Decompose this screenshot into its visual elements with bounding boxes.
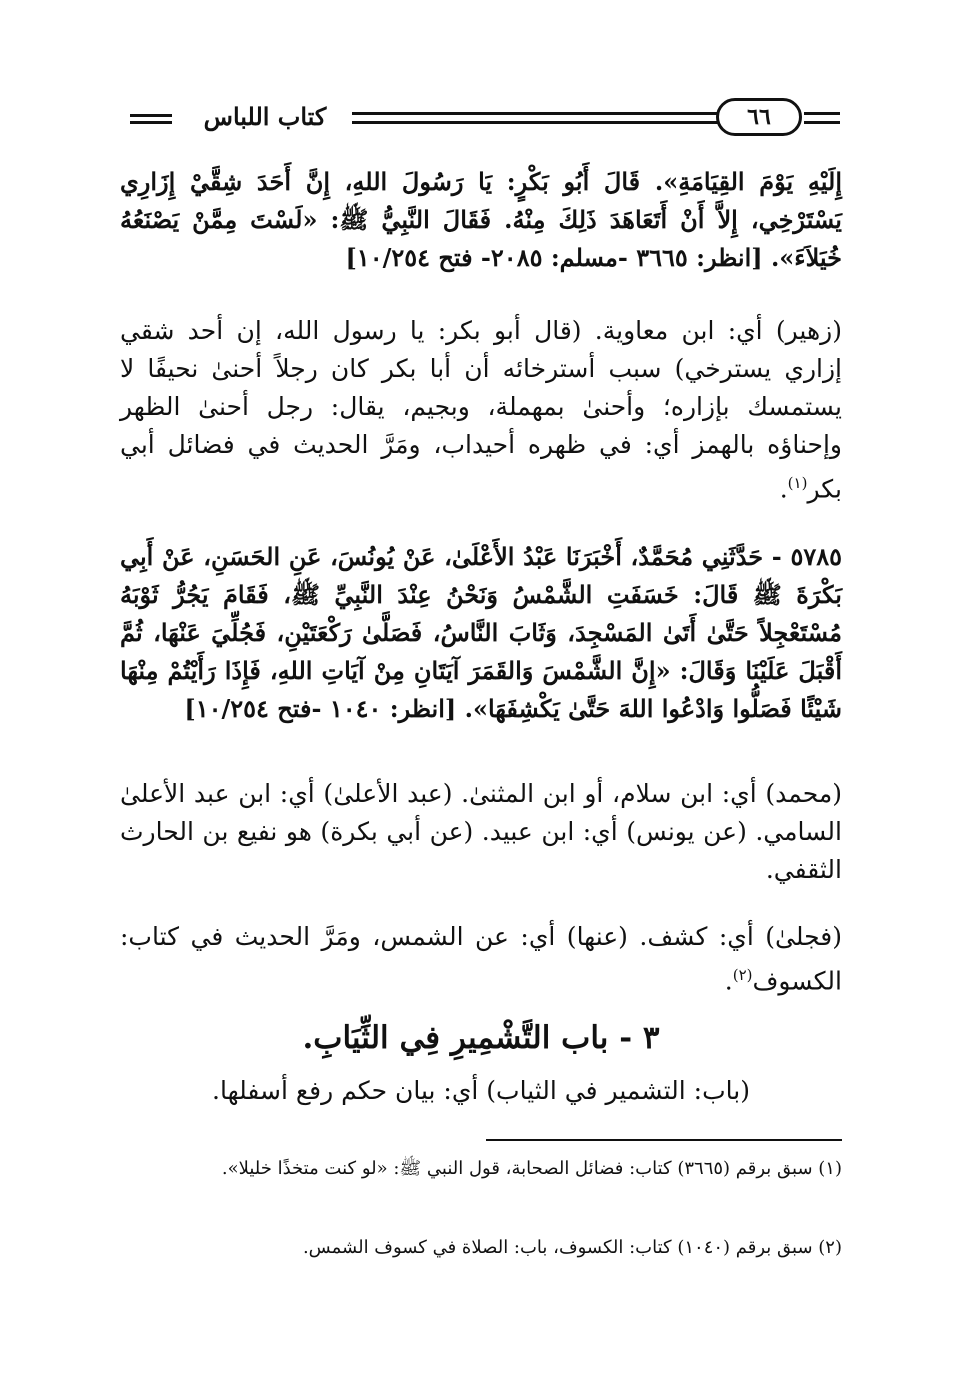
header-ornament-right	[804, 112, 840, 124]
sentence-end: .	[724, 966, 733, 996]
header-rule	[352, 112, 722, 124]
commentary-text: (محمد) أي: ابن سلام، أو ابن المثنىٰ. (عبد الأعلىٰ) أي: ابن عبد الأعلىٰ السامي. (عن يونس) أي: ابن عبيد. (عن أبي بكرة) هو نفيع بن الحارث الثقفي.	[120, 779, 842, 884]
commentary-paragraph	[120, 312, 842, 508]
page-number: ٦٦	[716, 98, 802, 136]
hadith-text: ٥٧٨٥ - حَدَّثَنِي مُحَمَّدٌ، أَخْبَرَنَا عَبْدُ الأَعْلَىٰ، عَنْ يُونُسَ، عَنِ الحَسَنِ، عَنْ أَبِي بَكْرَةَ ﷺ قَالَ: خَسَفَتِ الشَّمْسُ وَنَحْنُ عِنْدَ النَّبِيِّ ﷺ، فَقَامَ يَجُرُّ ثَوْبَهُ مُسْتَعْجِلاً حَتَّىٰ أَتَىٰ المَسْجِدَ، وَثَابَ النَّاسُ، فَصَلَّىٰ رَكْعَتَيْنِ، فَجُلِّيَ عَنْهَا، ثُمَّ أَقْبَلَ عَلَيْنَا وَقَالَ: «إِنَّ الشَّمْسَ وَالقَمَرَ آيَتَانِ مِنْ آيَاتِ اللهِ، فَإِذَا رَأَيْتُمْ مِنْهَا شَيْئًا فَصَلُّوا وَادْعُوا اللهَ حَتَّىٰ يَكْشِفَهَا». [انظر: ١٠٤٠ -فتح ١٠/٢٥٤]	[120, 542, 842, 723]
footnote-marker: (٢)	[732, 966, 753, 984]
commentary-paragraph	[120, 918, 842, 1000]
commentary-paragraph	[120, 775, 842, 889]
footnote-1: (١) سبق برقم (٣٦٦٥) كتاب: فضائل الصحابة، قول النبي ﷺ: «لو كنت متخذًا خليلا».	[221, 1158, 842, 1179]
page-header	[120, 96, 840, 146]
footnote-2: (٢) سبق برقم (١٠٤٠) كتاب: الكسوف، باب: الصلاة في كسوف الشمس.	[302, 1237, 842, 1258]
running-title: كتاب اللباس	[203, 102, 327, 131]
hadith-text: إِلَيْهِ يَوْمَ القِيَامَةِ». قَالَ أَبُو بَكْرٍ: يَا رَسُولَ اللهِ، إِنَّ أَحَدَ شِقَّيْ إِزَارِي يَسْتَرْخِي، إِلاَّ أَنْ أَتَعَاهَدَ ذَلِكَ مِنْهُ. فَقَالَ النَّبِيُّ ﷺ: «لَسْتَ مِمَّنْ يَصْنَعُهُ خُيَلاَءَ». [انظر: ٣٦٦٥ -مسلم: ٢٠٨٥- فتح ١٠/٢٥٤]	[120, 167, 842, 272]
footnote-marker: (١)	[787, 474, 808, 492]
sentence-end: .	[779, 474, 788, 504]
chapter-subheading: (باب: التشمير في الثياب) أي: بيان حكم رفع أسفلها.	[212, 1076, 750, 1105]
header-ornament-left	[130, 114, 172, 124]
commentary-text: (فجلىٰ) أي: كشف. (عنها) أي: عن الشمس، ومَرَّ الحديث في كتاب: الكسوف	[120, 922, 842, 996]
chapter-heading: ٣ - باب التَّشْمِيرِ فِي الثِّيَابِ.	[302, 1020, 660, 1056]
footnote-divider	[486, 1139, 842, 1141]
commentary-text: (زهير) أي: ابن معاوية. (قال أبو بكر: يا رسول الله، إن أحد شقي إزاري يسترخي) سبب أسترخائه أن أبا بكر كان رجلاً أحنىٰ نحيفًا لا يستمسك بإزاره؛ وأحنىٰ بمهملة، وبجيم، يقال: رجل أحنىٰ الظهر وإحناؤه بالهمز أي: في ظهره أحيداب، ومَرَّ الحديث في فضائل أبي بكر	[120, 316, 842, 504]
hadith-continuation	[120, 163, 842, 277]
hadith-5785	[120, 538, 842, 728]
